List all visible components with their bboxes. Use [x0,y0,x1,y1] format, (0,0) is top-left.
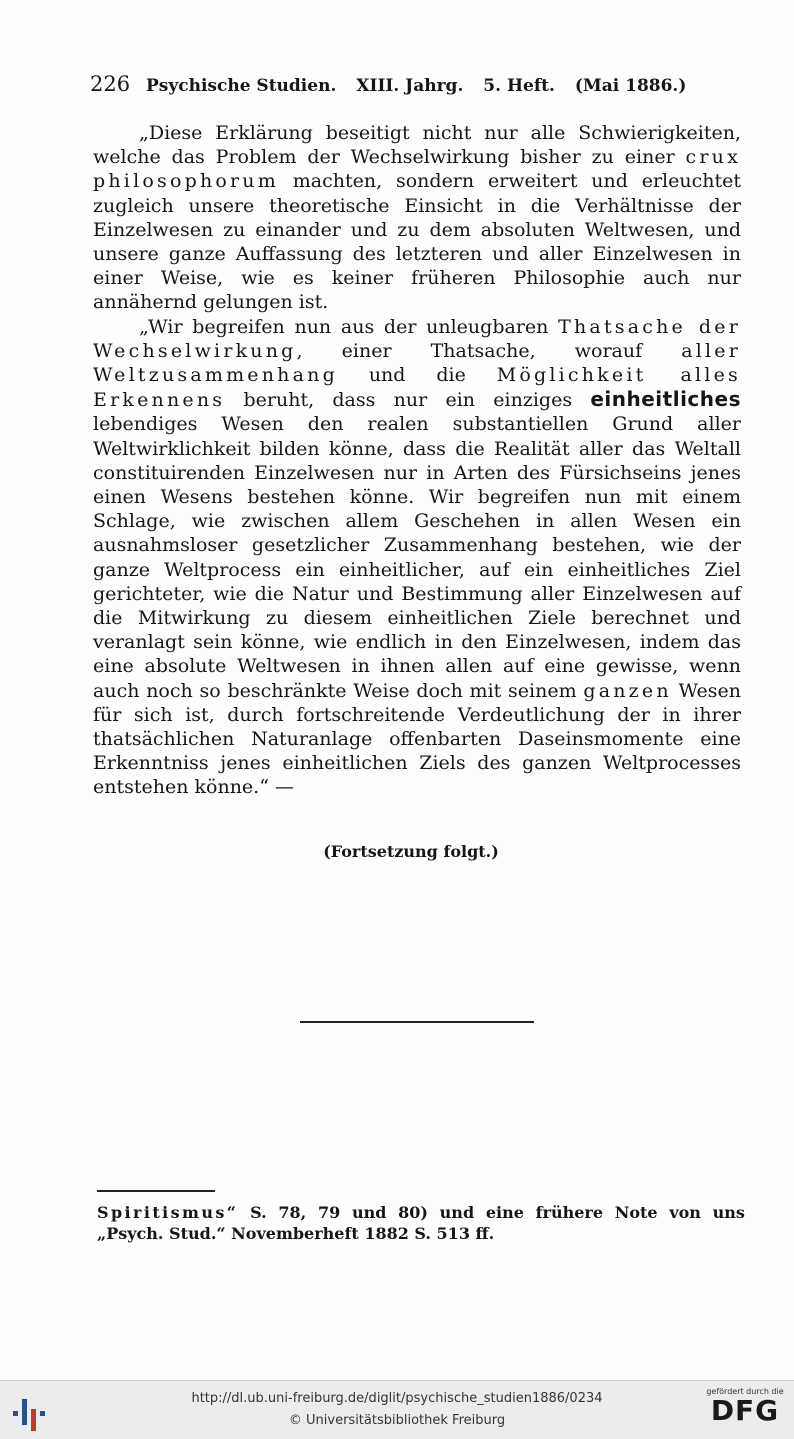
text-run: beruht, dass nur ein einziges [225,389,591,412]
footnote-rule [97,1190,215,1192]
footnote-word: und [439,1203,475,1222]
footnote-word: eine [485,1203,524,1222]
main-text [93,121,741,800]
footnote-word: von [669,1203,701,1222]
footnote [97,1202,745,1244]
dfg-logo: DFG [710,1394,780,1427]
page-number: 226 [90,72,131,96]
journal-year: XIII. Jahrg. [356,76,464,96]
viewer-footer-bar [0,1380,794,1439]
text-run: lebendiges Wesen den realen substantiellen Grund aller Weltwirklichkeit bilden könne, dass die Realität aller das Weltall constituirenden Einzelwesen nur in Arten des Fürsichseins jenes einen Wesens bestehen könne. Wir begreifen nun mit einem Schlage, wie zwischen allem Geschehen in allen Wesen ein ausnahmsloser gesetzlicher Zusammenhang bestehen, wie der ganze Weltprocess ein einheitlicher, auf ein einheitliches Ziel gerichteter, wie die Natur und Bestimmung aller Einzelwesen auf die Mitwirkung zu diesem einheitlichen Ziele berechnet und veranlagt sein könne, wie endlich in den Einzelwesen, indem das eine absolute Weltwesen in ihnen allen auf eine gewisse, wenn auch noch so beschränkte Weise doch mit seinem [93,413,741,702]
footnote-word: 78, [278,1203,307,1222]
footnote-word: Spiritismus“ [97,1203,239,1222]
text-run: „Diese Erklärung beseitigt nicht nur alle Schwierigkeiten, welche das Problem der Wechselwirkung bisher zu einer [93,122,741,169]
footnote-word: Note [614,1203,658,1222]
spaced-text: aller Weltzusammenhang [93,339,741,387]
footnote-word: uns [712,1203,745,1222]
footnote-word: S. [250,1203,267,1222]
footnote-line: „Psych. Stud.“ Novemberheft 1882 S. 513 ff. [97,1224,495,1243]
continuation-note: (Fortsetzung folgt.) [323,842,499,861]
footnote-word: 79 [317,1203,341,1222]
text-run: , einer Thatsache, worauf [296,339,682,362]
footnote-word: 80) [398,1203,428,1222]
journal-title: Psychische Studien. [146,76,337,96]
text-run: machten, sondern erweitert und erleuchtet zugleich unsere theoretische Einsicht in die Verhältnisse der Einzelwesen zu einander und zu dem absoluten Weltwesen, und unsere ganze Auffassung des letzteren und aller Einzelwesen in einer Weise, wie es keiner früheren Philosophie auch nur annähernd gelungen ist. [93,170,741,314]
copyright-notice: © Universitätsbibliothek Freiburg [288,1413,506,1428]
dfg-sponsor[interactable] [704,1387,786,1426]
paragraph [93,121,741,315]
footnote-word: und [351,1203,387,1222]
running-header [90,72,690,96]
journal-date: (Mai 1886.) [574,76,687,96]
text-run: Wesen für sich ist, durch fortschreitende Verdeutlichung der in ihrer thatsächlichen Naturanlage offenbarten Daseinsmomente eine Erkenntniss jenes einheitlichen Ziels des ganzen Weltprocesses entstehen könne.“ — [93,679,741,799]
section-divider [300,1021,534,1023]
paragraph [93,315,741,800]
bold-text: einheitliches [590,387,741,412]
spaced-text: ganzen [583,679,672,702]
sponsor-caption: gefördert durch die [706,1387,784,1396]
footnote-line [97,1202,745,1223]
text-run: „Wir begreifen nun aus der unleugbaren [139,315,559,338]
spaced-text: Thatsache der Wechselwirkung [93,315,741,362]
journal-issue: 5. Heft. [483,76,555,96]
text-run: und die [337,364,497,387]
spaced-text: Möglichkeit alles Erkennens [93,364,741,412]
footnote-word: frühere [535,1203,604,1222]
spaced-text: crux philosophorum [93,146,741,193]
document-url[interactable]: http://dl.ub.uni-freiburg.de/diglit/psychische_studien1886/0234 [191,1391,603,1406]
